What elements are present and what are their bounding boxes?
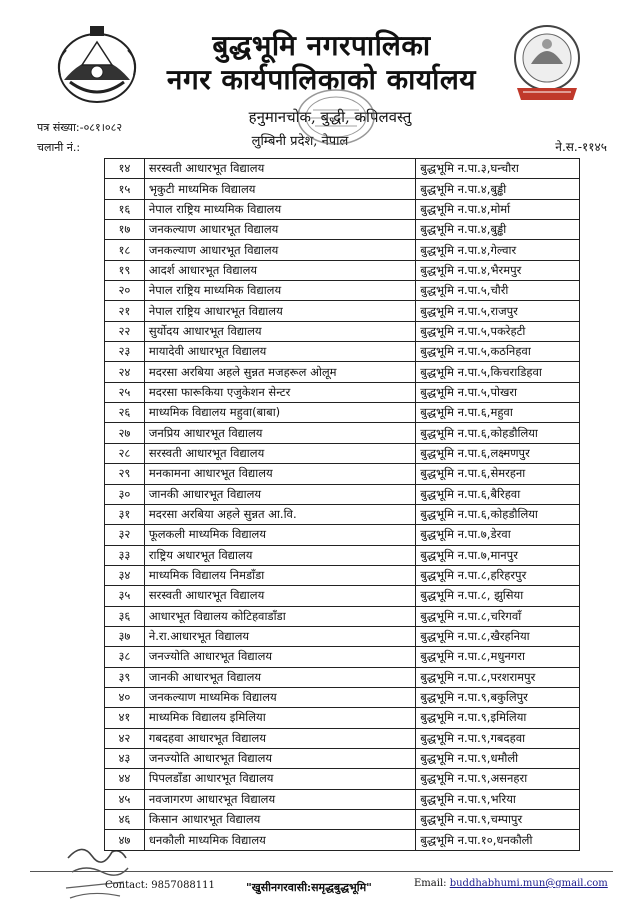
serial-number-cell: २७ xyxy=(105,423,145,443)
school-name-cell: मदरसा अरबिया अहले सुन्नत आ.वि. xyxy=(144,504,415,524)
school-name-cell: मदरसा अरबिया अहले सुन्नत मजहरूल ओलूम xyxy=(144,362,415,382)
serial-number-cell: ३६ xyxy=(105,606,145,626)
table-row xyxy=(105,382,580,402)
serial-number-cell: ३० xyxy=(105,484,145,504)
table-row xyxy=(105,423,580,443)
table-row xyxy=(105,565,580,585)
serial-number-cell: २९ xyxy=(105,464,145,484)
school-name-cell: जनकल्याण आधारभूत विद्यालय xyxy=(144,220,415,240)
school-address-cell: बुद्धभूमि न.पा.४,बुड्ढी xyxy=(416,220,580,240)
table-row xyxy=(105,362,580,382)
serial-number-cell: ४६ xyxy=(105,810,145,830)
school-name-cell: माध्यमिक विद्यालय निमडाँडा xyxy=(144,565,415,585)
serial-number-cell: ४७ xyxy=(105,830,145,850)
school-address-cell: बुद्धभूमि न.पा.४,भैरमपुर xyxy=(416,260,580,280)
school-name-cell: गबदहवा आधारभूत विद्यालय xyxy=(144,728,415,748)
table-row xyxy=(105,769,580,789)
office-title-line-1: बुद्धभूमि नगरपालिका xyxy=(212,29,431,62)
school-address-cell: बुद्धभूमि न.पा.५,पोखरा xyxy=(416,382,580,402)
school-address-cell: बुद्धभूमि न.पा.७,डेरवा xyxy=(416,525,580,545)
school-address-cell: बुद्धभूमि न.पा.८,हरिहरपुर xyxy=(416,565,580,585)
table-row xyxy=(105,504,580,524)
office-stamp-icon xyxy=(293,86,379,148)
email-line xyxy=(414,878,608,889)
serial-number-cell: २८ xyxy=(105,443,145,463)
table-row xyxy=(105,159,580,179)
school-address-cell: बुद्धभूमि न.पा.९,चम्पापुर xyxy=(416,810,580,830)
school-name-cell: जानकी आधारभूत विद्यालय xyxy=(144,484,415,504)
serial-number-cell: ३७ xyxy=(105,626,145,646)
table-row xyxy=(105,342,580,362)
school-name-cell: नेपाल राष्ट्रिय माध्यमिक विद्यालय xyxy=(144,199,415,219)
serial-number-cell: १८ xyxy=(105,240,145,260)
school-address-cell: बुद्धभूमि न.पा.४,मोर्मा xyxy=(416,199,580,219)
school-name-cell: जानकी आधारभूत विद्यालय xyxy=(144,667,415,687)
table-row xyxy=(105,810,580,830)
serial-number-cell: ४४ xyxy=(105,769,145,789)
school-name-cell: सरस्वती आधारभूत विद्यालय xyxy=(144,159,415,179)
school-address-cell: बुद्धभूमि न.पा.६,महुवा xyxy=(416,403,580,423)
school-name-cell: नवजागरण आधारभूत विद्यालय xyxy=(144,789,415,809)
school-name-cell: जनप्रिय आधारभूत विद्यालय xyxy=(144,423,415,443)
school-name-cell: नेपाल राष्ट्रिय माध्यमिक विद्यालय xyxy=(144,281,415,301)
table-row xyxy=(105,586,580,606)
serial-number-cell: ३१ xyxy=(105,504,145,524)
school-name-cell: जनकल्याण आधारभूत विद्यालय xyxy=(144,240,415,260)
school-name-cell: मनकामना आधारभूत विद्यालय xyxy=(144,464,415,484)
serial-number-cell: २६ xyxy=(105,403,145,423)
table-row xyxy=(105,748,580,768)
school-list-body xyxy=(105,159,580,851)
school-name-cell: जनज्योति आधारभूत विद्यालय xyxy=(144,748,415,768)
school-name-cell: माध्यमिक विद्यालय इमिलिया xyxy=(144,708,415,728)
school-address-cell: बुद्धभूमि न.पा.८,चरिगवाँ xyxy=(416,606,580,626)
table-row xyxy=(105,301,580,321)
serial-number-cell: ४२ xyxy=(105,728,145,748)
school-address-cell: बुद्धभूमि न.पा.८,मधुनगरा xyxy=(416,647,580,667)
school-address-cell: बुद्धभूमि न.पा.५,पकरेहटी xyxy=(416,321,580,341)
email-label: Email: xyxy=(414,878,450,889)
serial-number-cell: ४१ xyxy=(105,708,145,728)
school-address-cell: बुद्धभूमि न.पा.८,खैरहनिया xyxy=(416,626,580,646)
school-name-cell: माध्यमिक विद्यालय महुवा(बाबा) xyxy=(144,403,415,423)
table-row xyxy=(105,667,580,687)
office-title-line-2: नगर कार्यपालिकाको कार्यालय xyxy=(166,63,477,96)
table-row xyxy=(105,708,580,728)
school-address-cell: बुद्धभूमि न.पा.९,इमिलिया xyxy=(416,708,580,728)
school-name-cell: सरस्वती आधारभूत विद्यालय xyxy=(144,443,415,463)
school-name-cell: किसान आधारभूत विद्यालय xyxy=(144,810,415,830)
school-address-cell: बुद्धभूमि न.पा.७,मानपुर xyxy=(416,545,580,565)
school-address-cell: बुद्धभूमि न.पा.६,बैरिहवा xyxy=(416,484,580,504)
serial-number-cell: २० xyxy=(105,281,145,301)
table-row xyxy=(105,484,580,504)
nepal-sambat-date: ने.स.-११४५ xyxy=(555,140,607,154)
school-name-cell: फूलकली माध्यमिक विद्यालय xyxy=(144,525,415,545)
email-address[interactable]: buddhabhumi.mun@gmail.com xyxy=(449,878,608,889)
school-address-cell: बुद्धभूमि न.पा.५,किचराडिहवा xyxy=(416,362,580,382)
school-address-cell: बुद्धभूमि न.पा.९,असनहरा xyxy=(416,769,580,789)
serial-number-cell: २४ xyxy=(105,362,145,382)
municipal-slogan: "खुसीनगरवासी:समृद्धबुद्धभूमि" xyxy=(246,881,372,894)
school-address-cell: बुद्धभूमि न.पा.५,राजपुर xyxy=(416,301,580,321)
table-row xyxy=(105,687,580,707)
footer-divider xyxy=(30,871,613,872)
serial-number-cell: ३५ xyxy=(105,586,145,606)
school-name-cell: जनकल्याण माध्यमिक विद्यालय xyxy=(144,687,415,707)
serial-number-cell: ३३ xyxy=(105,545,145,565)
table-row xyxy=(105,545,580,565)
contact-number: Contact: 9857088111 xyxy=(105,880,215,891)
school-address-cell: बुद्धभूमि न.पा.८,परशरामपुर xyxy=(416,667,580,687)
school-address-cell: बुद्धभूमि न.पा.९,गबदहवा xyxy=(416,728,580,748)
table-row xyxy=(105,220,580,240)
school-address-cell: बुद्धभूमि न.पा.९,बकुलिपुर xyxy=(416,687,580,707)
school-address-cell: बुद्धभूमि न.पा.६,लक्ष्मणपुर xyxy=(416,443,580,463)
school-name-cell: आदर्श आधारभूत विद्यालय xyxy=(144,260,415,280)
table-row xyxy=(105,647,580,667)
table-row xyxy=(105,260,580,280)
school-address-cell: बुद्धभूमि न.पा.४,गेल्वार xyxy=(416,240,580,260)
school-address-cell: बुद्धभूमि न.पा.१०,धनकौली xyxy=(416,830,580,850)
school-name-cell: भृकुटी माध्यमिक विद्यालय xyxy=(144,179,415,199)
school-list-table xyxy=(104,158,580,851)
school-name-cell: सरस्वती आधारभूत विद्यालय xyxy=(144,586,415,606)
school-address-cell: बुद्धभूमि न.पा.९,भरिया xyxy=(416,789,580,809)
table-row xyxy=(105,321,580,341)
serial-number-cell: ४५ xyxy=(105,789,145,809)
table-row xyxy=(105,240,580,260)
table-row xyxy=(105,606,580,626)
serial-number-cell: ३८ xyxy=(105,647,145,667)
school-name-cell: पिपलडाँडा आधारभूत विद्यालय xyxy=(144,769,415,789)
table-row xyxy=(105,728,580,748)
school-name-cell: सुर्योदय आधारभूत विद्यालय xyxy=(144,321,415,341)
table-row xyxy=(105,830,580,850)
school-address-cell: बुद्धभूमि न.पा.४,बुड्ढी xyxy=(416,179,580,199)
school-address-cell: बुद्धभूमि न.पा.५,चौरी xyxy=(416,281,580,301)
table-row xyxy=(105,199,580,219)
table-row xyxy=(105,179,580,199)
school-address-cell: बुद्धभूमि न.पा.६,कोहडौलिया xyxy=(416,504,580,524)
serial-number-cell: ४० xyxy=(105,687,145,707)
serial-number-cell: ३४ xyxy=(105,565,145,585)
office-address-line-2: लुम्बिनी प्रदेश, नेपाल xyxy=(251,134,349,149)
serial-number-cell: १५ xyxy=(105,179,145,199)
school-name-cell: नेपाल राष्ट्रिय आधारभूत विद्यालय xyxy=(144,301,415,321)
school-address-cell: बुद्धभूमि न.पा.३,घन्चौरा xyxy=(416,159,580,179)
table-row xyxy=(105,789,580,809)
serial-number-cell: २२ xyxy=(105,321,145,341)
table-row xyxy=(105,403,580,423)
school-name-cell: जनज्योति आधारभूत विद्यालय xyxy=(144,647,415,667)
school-name-cell: आधारभूत विद्यालय कोटिहवाडाँडा xyxy=(144,606,415,626)
table-row xyxy=(105,464,580,484)
school-address-cell: बुद्धभूमि न.पा.६,कोहडौलिया xyxy=(416,423,580,443)
school-address-cell: बुद्धभूमि न.पा.५,कठनिहवा xyxy=(416,342,580,362)
table-row xyxy=(105,281,580,301)
school-name-cell: राष्ट्रिय अधारभूत विद्यालय xyxy=(144,545,415,565)
signature-icon xyxy=(62,838,132,910)
table-row xyxy=(105,525,580,545)
serial-number-cell: १९ xyxy=(105,260,145,280)
school-name-cell: धनकौली माध्यमिक विद्यालय xyxy=(144,830,415,850)
school-name-cell: मदरसा फारूकिया एजुकेशन सेन्टर xyxy=(144,382,415,402)
serial-number-cell: २१ xyxy=(105,301,145,321)
serial-number-cell: ३२ xyxy=(105,525,145,545)
school-address-cell: बुद्धभूमि न.पा.८, झुसिया xyxy=(416,586,580,606)
dispatch-number: चलानी नं.: xyxy=(37,141,81,154)
school-address-cell: बुद्धभूमि न.पा.६,सेमरहना xyxy=(416,464,580,484)
table-row xyxy=(105,626,580,646)
school-name-cell: ने.रा.आधारभूत विद्यालय xyxy=(144,626,415,646)
school-address-cell: बुद्धभूमि न.पा.९,धमौली xyxy=(416,748,580,768)
office-address-line-1: हनुमानचोक, बुद्धी, कपिलवस्तु xyxy=(248,108,412,126)
serial-number-cell: १४ xyxy=(105,159,145,179)
serial-number-cell: ४३ xyxy=(105,748,145,768)
school-name-cell: मायादेवी आधारभूत विद्यालय xyxy=(144,342,415,362)
serial-number-cell: १६ xyxy=(105,199,145,219)
serial-number-cell: १७ xyxy=(105,220,145,240)
reference-number: पत्र संख्या:-०८१।०८२ xyxy=(37,121,123,134)
table-row xyxy=(105,443,580,463)
serial-number-cell: ३९ xyxy=(105,667,145,687)
serial-number-cell: २३ xyxy=(105,342,145,362)
serial-number-cell: २५ xyxy=(105,382,145,402)
